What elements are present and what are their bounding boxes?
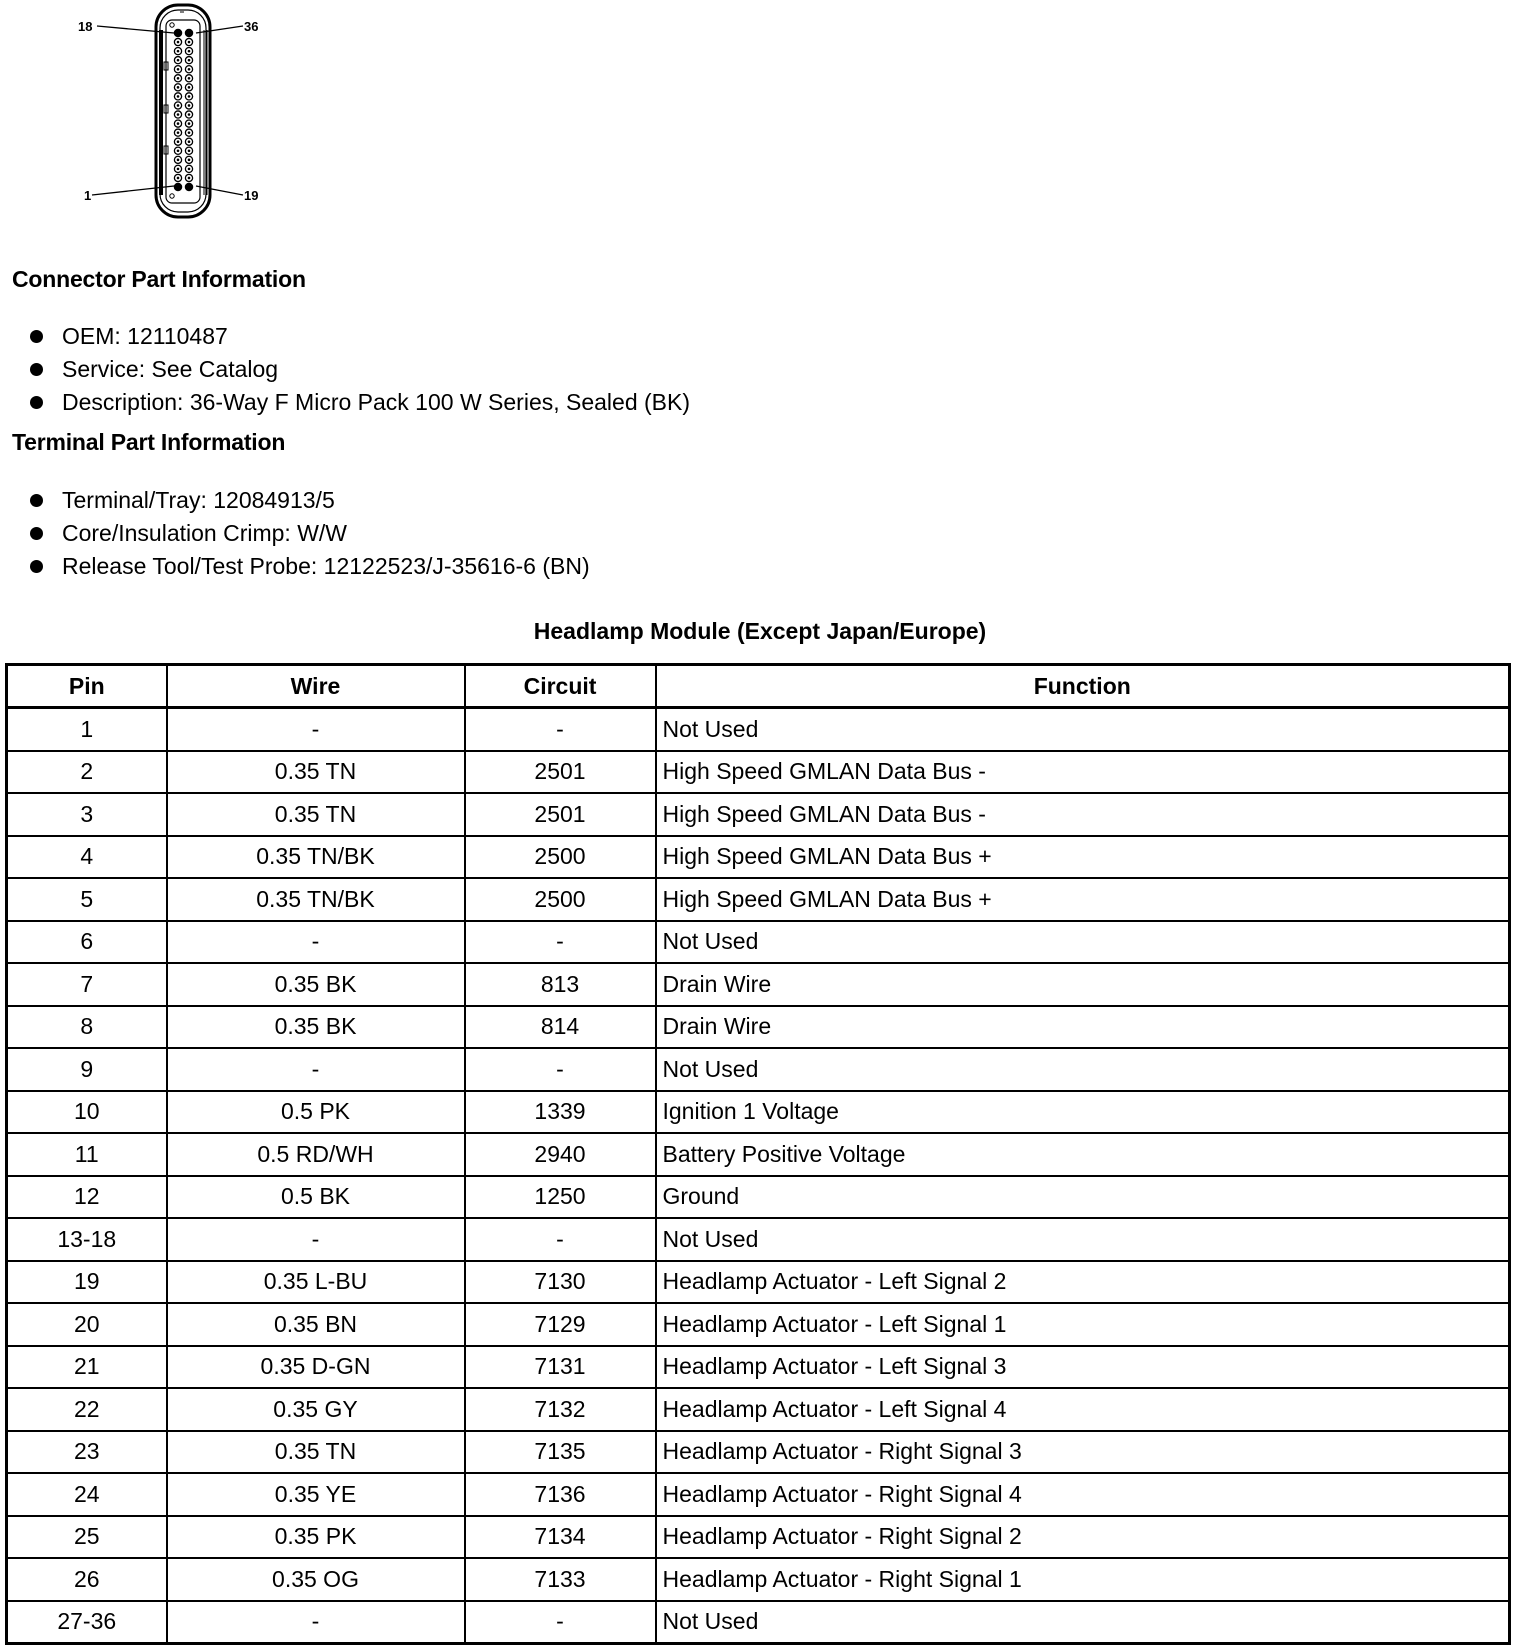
cell-circuit: 7134 xyxy=(465,1516,656,1559)
table-row xyxy=(7,1388,1510,1431)
cell-pin: 20 xyxy=(7,1303,167,1346)
list-item-text: OEM: 12110487 xyxy=(62,323,228,349)
pin-label-36: 36 xyxy=(244,19,259,34)
pin-label-1: 1 xyxy=(84,188,92,203)
cell-pin: 7 xyxy=(7,963,167,1006)
bullet-icon xyxy=(30,494,43,507)
cell-wire: 0.5 PK xyxy=(167,1091,465,1134)
cell-function: Not Used xyxy=(656,1218,1510,1261)
list-item-text: Description: 36-Way F Micro Pack 100 W Series, Sealed (BK) xyxy=(62,389,691,415)
connector-part-info-list xyxy=(0,320,690,419)
header-function: Function xyxy=(656,665,1510,708)
cell-circuit: 7130 xyxy=(465,1261,656,1304)
cell-pin: 8 xyxy=(7,1006,167,1049)
cell-circuit: - xyxy=(465,1601,656,1644)
connector-pin-center xyxy=(188,149,191,152)
cell-pin: 3 xyxy=(7,793,167,836)
cell-function: High Speed GMLAN Data Bus + xyxy=(656,878,1510,921)
cell-pin: 10 xyxy=(7,1091,167,1134)
cell-circuit: - xyxy=(465,921,656,964)
table-row xyxy=(7,963,1510,1006)
connector-diagram xyxy=(0,0,320,230)
list-item xyxy=(0,517,590,550)
terminal-part-info-heading: Terminal Part Information xyxy=(12,429,286,455)
cell-pin: 27-36 xyxy=(7,1601,167,1644)
table-row xyxy=(7,1091,1510,1134)
cell-wire: - xyxy=(167,1218,465,1261)
bullet-icon xyxy=(30,363,43,376)
connector-pin-center xyxy=(177,140,180,143)
cell-wire: 0.35 TN xyxy=(167,1431,465,1474)
cell-pin: 5 xyxy=(7,878,167,921)
connector-pin-center xyxy=(188,50,191,53)
cell-pin: 24 xyxy=(7,1473,167,1516)
cell-wire: 0.35 BK xyxy=(167,963,465,1006)
bullet-icon xyxy=(30,527,43,540)
connector-pin xyxy=(174,29,181,36)
cell-circuit: 2500 xyxy=(465,836,656,879)
connector-pin-center xyxy=(188,131,191,134)
cell-pin: 23 xyxy=(7,1431,167,1474)
table-row xyxy=(7,793,1510,836)
cell-function: Headlamp Actuator - Left Signal 1 xyxy=(656,1303,1510,1346)
table-row xyxy=(7,836,1510,879)
table-row xyxy=(7,751,1510,794)
cell-circuit: 7133 xyxy=(465,1558,656,1601)
cell-function: Headlamp Actuator - Right Signal 2 xyxy=(656,1516,1510,1559)
cell-pin: 12 xyxy=(7,1176,167,1219)
cell-function: Headlamp Actuator - Left Signal 3 xyxy=(656,1346,1510,1389)
connector-housing xyxy=(156,5,210,217)
table-header-row xyxy=(7,665,1510,708)
connector-part-info-heading: Connector Part Information xyxy=(12,266,306,292)
cell-circuit: - xyxy=(465,1218,656,1261)
table-row xyxy=(7,921,1510,964)
connector-pin-center xyxy=(177,131,180,134)
table-row xyxy=(7,1176,1510,1219)
connector-pin xyxy=(174,183,181,190)
cell-wire: - xyxy=(167,708,465,751)
cell-wire: - xyxy=(167,921,465,964)
cell-circuit: 1250 xyxy=(465,1176,656,1219)
cell-pin: 2 xyxy=(7,751,167,794)
cell-pin: 25 xyxy=(7,1516,167,1559)
cell-pin: 26 xyxy=(7,1558,167,1601)
connector-pin-center xyxy=(188,140,191,143)
cell-circuit: 2940 xyxy=(465,1133,656,1176)
header-pin: Pin xyxy=(7,665,167,708)
cell-function: Headlamp Actuator - Right Signal 1 xyxy=(656,1558,1510,1601)
cell-wire: 0.35 BK xyxy=(167,1006,465,1049)
cell-circuit: 2500 xyxy=(465,878,656,921)
table-row xyxy=(7,878,1510,921)
cell-wire: 0.35 TN xyxy=(167,751,465,794)
cell-function: Not Used xyxy=(656,708,1510,751)
list-item-text: Terminal/Tray: 12084913/5 xyxy=(62,487,335,513)
connector-pin-center xyxy=(188,122,191,125)
cell-pin: 6 xyxy=(7,921,167,964)
connector-pin-center xyxy=(177,104,180,107)
connector-pin-center xyxy=(177,59,180,62)
table-caption: Headlamp Module (Except Japan/Europe) xyxy=(533,618,987,644)
cell-wire: 0.35 BN xyxy=(167,1303,465,1346)
bullet-icon xyxy=(30,330,43,343)
cell-wire: 0.35 D-GN xyxy=(167,1346,465,1389)
cell-pin: 22 xyxy=(7,1388,167,1431)
connector-pin-center xyxy=(188,168,191,171)
bullet-icon xyxy=(30,560,43,573)
cell-function: Not Used xyxy=(656,1601,1510,1644)
cell-circuit: 7131 xyxy=(465,1346,656,1389)
cell-function: High Speed GMLAN Data Bus - xyxy=(656,793,1510,836)
list-item-text: Service: See Catalog xyxy=(62,356,279,382)
connector-pin-center xyxy=(177,41,180,44)
table-row xyxy=(7,1261,1510,1304)
cell-pin: 21 xyxy=(7,1346,167,1389)
table-row xyxy=(7,1303,1510,1346)
pin-label-18: 18 xyxy=(78,19,93,34)
connector-pin-center xyxy=(188,113,191,116)
cell-function: Drain Wire xyxy=(656,963,1510,1006)
cell-pin: 11 xyxy=(7,1133,167,1176)
connector-pin-center xyxy=(188,77,191,80)
connector-pin-center xyxy=(177,168,180,171)
cell-wire: 0.35 L-BU xyxy=(167,1261,465,1304)
table-row xyxy=(7,1473,1510,1516)
list-item-text: Release Tool/Test Probe: 12122523/J-35616-6 (BN) xyxy=(62,553,590,579)
connector-pin-center xyxy=(188,95,191,98)
connector-pin-center xyxy=(177,122,180,125)
cell-function: Battery Positive Voltage xyxy=(656,1133,1510,1176)
connector-pins xyxy=(174,29,192,190)
cell-wire: 0.5 BK xyxy=(167,1176,465,1219)
table-row xyxy=(7,1218,1510,1261)
connector-pin-center xyxy=(177,77,180,80)
cell-pin: 13-18 xyxy=(7,1218,167,1261)
table-row xyxy=(7,1516,1510,1559)
connector-pin-center xyxy=(177,113,180,116)
header-wire: Wire xyxy=(167,665,465,708)
table-row xyxy=(7,1133,1510,1176)
connector-pin xyxy=(185,183,192,190)
cell-circuit: 7132 xyxy=(465,1388,656,1431)
connector-pin xyxy=(185,29,192,36)
cell-function: Ignition 1 Voltage xyxy=(656,1091,1510,1134)
cell-circuit: 2501 xyxy=(465,751,656,794)
cell-wire: 0.35 TN/BK xyxy=(167,836,465,879)
cell-function: High Speed GMLAN Data Bus + xyxy=(656,836,1510,879)
cell-wire: 0.35 OG xyxy=(167,1558,465,1601)
connector-pin-center xyxy=(188,41,191,44)
connector-pin-center xyxy=(177,95,180,98)
connector-pin-center xyxy=(188,59,191,62)
pinout-table xyxy=(5,663,1511,1645)
cell-pin: 19 xyxy=(7,1261,167,1304)
cell-wire: 0.35 TN/BK xyxy=(167,878,465,921)
cell-function: Ground xyxy=(656,1176,1510,1219)
cell-wire: 0.5 RD/WH xyxy=(167,1133,465,1176)
cell-circuit: 1339 xyxy=(465,1091,656,1134)
connector-pin-center xyxy=(188,86,191,89)
cell-function: Not Used xyxy=(656,921,1510,964)
table-row xyxy=(7,708,1510,751)
table-row xyxy=(7,1006,1510,1049)
header-circuit: Circuit xyxy=(465,665,656,708)
cell-function: Headlamp Actuator - Left Signal 4 xyxy=(656,1388,1510,1431)
connector-pin-center xyxy=(177,159,180,162)
connector-pin-center xyxy=(177,50,180,53)
list-item xyxy=(0,320,690,353)
table-row xyxy=(7,1431,1510,1474)
connector-pin-center xyxy=(188,159,191,162)
cell-circuit: - xyxy=(465,1048,656,1091)
cell-pin: 4 xyxy=(7,836,167,879)
cell-circuit: 813 xyxy=(465,963,656,1006)
table-row xyxy=(7,1048,1510,1091)
cell-function: Headlamp Actuator - Right Signal 3 xyxy=(656,1431,1510,1474)
cell-wire: - xyxy=(167,1048,465,1091)
cell-circuit: 7136 xyxy=(465,1473,656,1516)
connector-pin-center xyxy=(188,104,191,107)
cell-pin: 9 xyxy=(7,1048,167,1091)
cell-circuit: 7135 xyxy=(465,1431,656,1474)
list-item xyxy=(0,386,690,419)
cell-circuit: 7129 xyxy=(465,1303,656,1346)
cell-pin: 1 xyxy=(7,708,167,751)
list-item xyxy=(0,484,590,517)
connector-pin-center xyxy=(177,86,180,89)
list-item-text: Core/Insulation Crimp: W/W xyxy=(62,520,348,546)
cell-circuit: - xyxy=(465,708,656,751)
connector-pin-center xyxy=(188,177,191,180)
cell-circuit: 2501 xyxy=(465,793,656,836)
cell-function: Not Used xyxy=(656,1048,1510,1091)
cell-function: Headlamp Actuator - Right Signal 4 xyxy=(656,1473,1510,1516)
connector-pin-center xyxy=(177,149,180,152)
cell-function: Headlamp Actuator - Left Signal 2 xyxy=(656,1261,1510,1304)
cell-wire: 0.35 PK xyxy=(167,1516,465,1559)
pin-label-19: 19 xyxy=(244,188,259,203)
table-row xyxy=(7,1346,1510,1389)
list-item xyxy=(0,550,590,583)
cell-function: High Speed GMLAN Data Bus - xyxy=(656,751,1510,794)
terminal-part-info-list xyxy=(0,484,590,583)
cell-wire: 0.35 YE xyxy=(167,1473,465,1516)
cell-wire: 0.35 TN xyxy=(167,793,465,836)
cell-wire: - xyxy=(167,1601,465,1644)
table-row xyxy=(7,1601,1510,1644)
connector-pin-center xyxy=(177,177,180,180)
cell-function: Drain Wire xyxy=(656,1006,1510,1049)
bullet-icon xyxy=(30,396,43,409)
list-item xyxy=(0,353,690,386)
table-row xyxy=(7,1558,1510,1601)
cell-wire: 0.35 GY xyxy=(167,1388,465,1431)
cell-circuit: 814 xyxy=(465,1006,656,1049)
connector-pin-center xyxy=(177,68,180,71)
connector-pin-center xyxy=(188,68,191,71)
